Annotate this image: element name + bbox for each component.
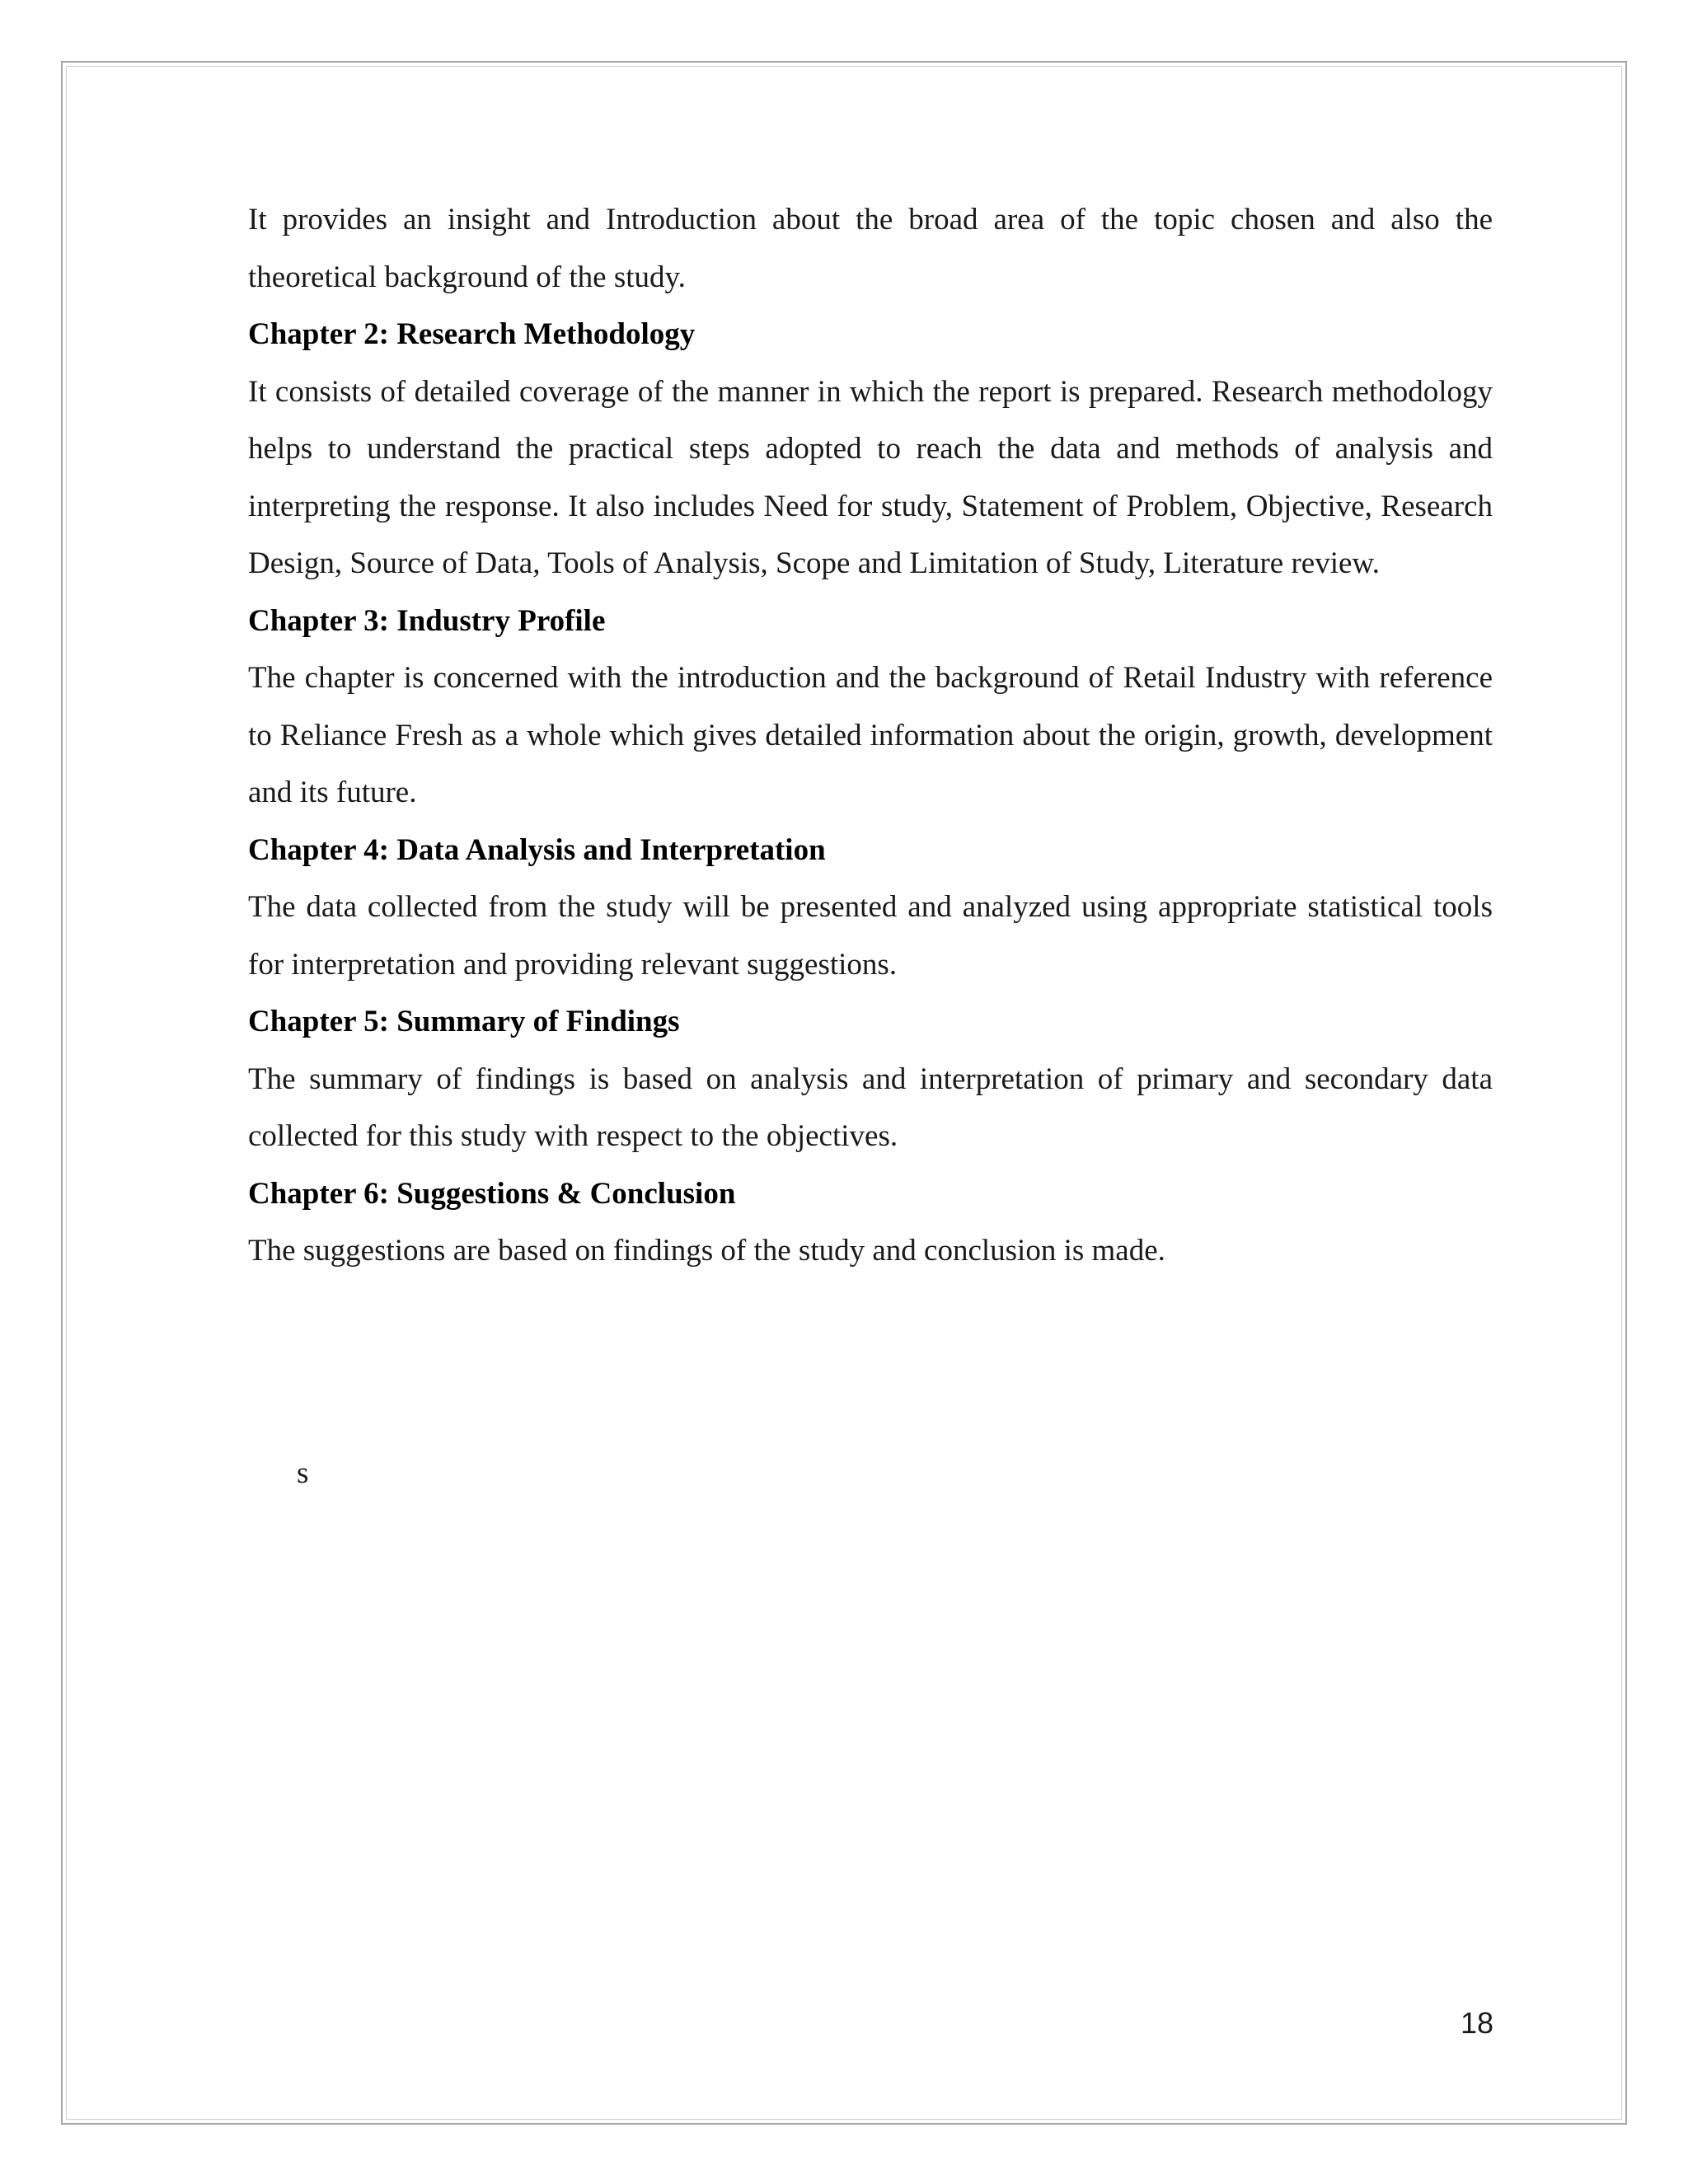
chapter-5-heading: Chapter 5: Summary of Findings	[248, 1005, 680, 1038]
chapter-4-paragraph: The data collected from the study will be presented and analyzed using appropriate statistical tools for interpretation and providing relevant suggestions.	[248, 890, 1493, 982]
chapter-2-heading: Chapter 2: Research Methodology	[248, 317, 696, 351]
chapter-3-paragraph: The chapter is concerned with the introduction and the background of Retail Industry with reference to Reliance Fresh as a whole which gives detailed information about the origin, growth, development and its future.	[248, 661, 1493, 809]
intro-paragraph: It provides an insight and Introduction about the broad area of the topic chosen and also the theoretical background of the study.	[248, 203, 1493, 294]
page-number: 18	[1460, 2006, 1493, 2040]
chapter-6-paragraph: The suggestions are based on findings of the study and conclusion is made.	[248, 1234, 1165, 1268]
document-body	[248, 191, 1493, 1280]
chapter-2-paragraph: It consists of detailed coverage of the manner in which the report is prepared. Research methodology helps to understand the practical steps adopted to reach the data and methods of analysis and interpreting the response. It also includes Need for study, Statement of Problem, Objective, Research Design, Source of Data, Tools of Analysis, Scope and Limitation of Study, Literature review.	[248, 374, 1493, 580]
chapter-5-paragraph: The summary of findings is based on analysis and interpretation of primary and secondary data collected for this study with respect to the objectives.	[248, 1062, 1493, 1153]
chapter-3-heading: Chapter 3: Industry Profile	[248, 603, 606, 638]
chapter-6-heading: Chapter 6: Suggestions & Conclusion	[248, 1176, 736, 1211]
chapter-4-heading: Chapter 4: Data Analysis and Interpretation	[248, 832, 826, 867]
stray-character: s	[297, 1456, 309, 1490]
